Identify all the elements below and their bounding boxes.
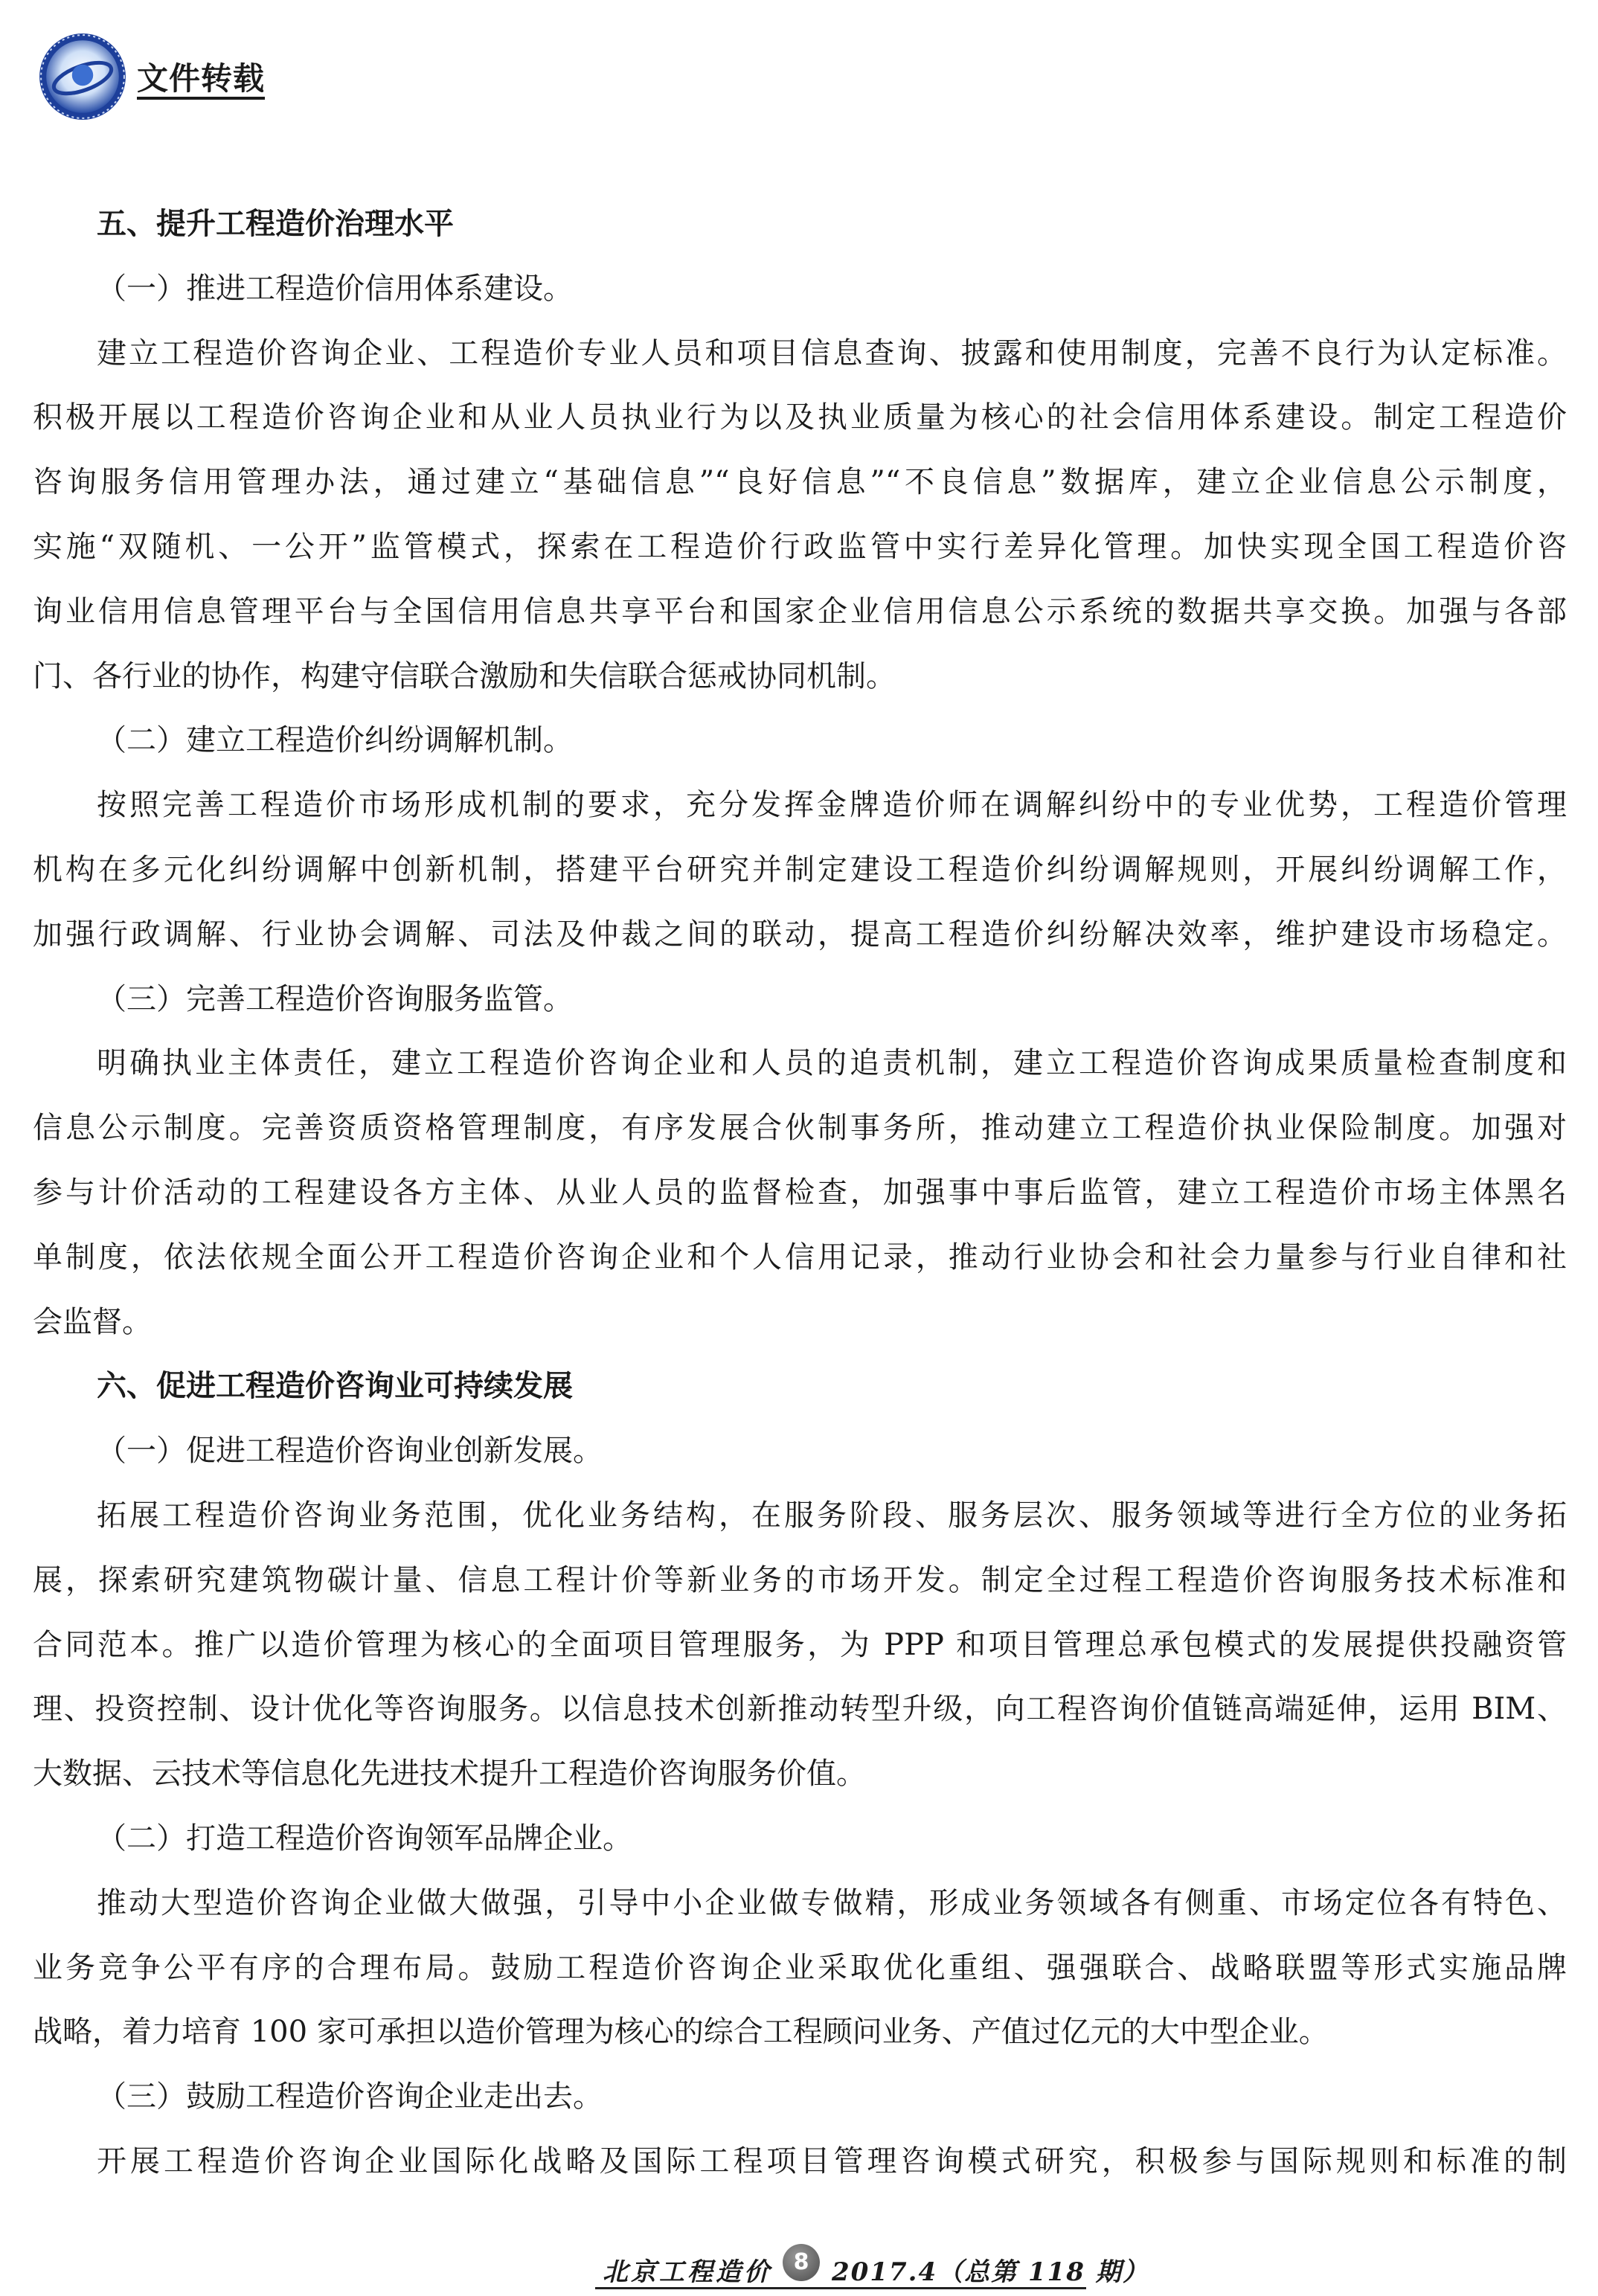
page-footer bbox=[0, 2244, 1598, 2289]
text-line: 积极开展以工程造价咨询企业和从业人员执业行为以及执业质量为核心的社会信用体系建设。制定工程造价 bbox=[33, 400, 1567, 435]
issue-info: 2017.4（总第 118 期） bbox=[832, 2257, 1149, 2287]
text-line: 明确执业主体责任，建立工程造价咨询企业和人员的追责机制，建立工程造价咨询成果质量检查制度和 bbox=[97, 1046, 1567, 1081]
text-line: 信息公示制度。完善资质资格管理制度，有序发展合伙制事务所，推动建立工程造价执业保险制度。加强对 bbox=[33, 1111, 1567, 1146]
text-line: 战略，着力培育 100 家可承担以造价管理为核心的综合工程顾问业务、产值过亿元的大中型企业。 bbox=[33, 2015, 1329, 2050]
text-line: 拓展工程造价咨询业务范围，优化业务结构，在服务阶段、服务层次、服务领域等进行全方位的业务拓 bbox=[97, 1498, 1567, 1533]
text-line: 会监督。 bbox=[33, 1304, 152, 1339]
section-heading: 六、促进工程造价咨询业可持续发展 bbox=[97, 1369, 573, 1404]
text-line: 推动大型造价咨询企业做大做强，引导中小企业做专做精，形成业务领域各有侧重、市场定位各有特色、 bbox=[97, 1885, 1567, 1920]
text-line: 参与计价活动的工程建设各方主体、从业人员的监督检查，加强事中事后监管，建立工程造价市场主体黑名 bbox=[33, 1175, 1567, 1210]
text-line: 询业信用信息管理平台与全国信用信息共享平台和国家企业信用信息公示系统的数据共享交换。加强与各部 bbox=[33, 594, 1567, 629]
page-number: 8 bbox=[783, 2244, 820, 2281]
text-line: （二）打造工程造价咨询领军品牌企业。 bbox=[97, 1821, 632, 1856]
text-line: 业务竞争公平有序的合理布局。鼓励工程造价咨询企业采取优化重组、强强联合、战略联盟等形式实施品牌 bbox=[33, 1950, 1567, 1985]
text-line: （三）鼓励工程造价咨询企业走出去。 bbox=[97, 2079, 603, 2114]
text-line: （一）推进工程造价信用体系建设。 bbox=[97, 271, 573, 306]
text-line: （一）促进工程造价咨询业创新发展。 bbox=[97, 1434, 603, 1469]
article-body bbox=[33, 192, 1567, 2194]
text-line: 咨询服务信用管理办法，通过建立“基础信息”“良好信息”“不良信息”数据库，建立企业信息公示制度， bbox=[33, 465, 1567, 500]
text-line: 大数据、云技术等信息化先进技术提升工程造价咨询服务价值。 bbox=[33, 1757, 866, 1792]
text-line: 展，探索研究建筑物碳计量、信息工程计价等新业务的市场开发。制定全过程工程造价咨询服务技术标准和 bbox=[33, 1562, 1567, 1597]
text-line: （二）建立工程造价纠纷调解机制。 bbox=[97, 723, 573, 758]
section-heading: 五、提升工程造价治理水平 bbox=[97, 207, 454, 241]
text-line: 理、投资控制、设计优化等咨询服务。以信息技术创新推动转型升级，向工程咨询价值链高端延伸，运用 BIM、 bbox=[33, 1692, 1567, 1727]
association-logo-icon bbox=[37, 31, 128, 122]
page-header bbox=[37, 28, 265, 125]
text-line: 开展工程造价咨询企业国际化战略及国际工程项目管理咨询模式研究，积极参与国际规则和标准的制 bbox=[97, 2143, 1567, 2178]
journal-name: 北京工程造价 bbox=[603, 2257, 772, 2287]
text-line: 建立工程造价咨询企业、工程造价专业人员和项目信息查询、披露和使用制度，完善不良行为认定标准。 bbox=[97, 336, 1567, 371]
text-line: 加强行政调解、行业协会调解、司法及仲裁之间的联动，提高工程造价纠纷解决效率，维护建设市场稳定。 bbox=[33, 917, 1567, 952]
text-line: 实施“双随机、一公开”监管模式，探索在工程造价行政监管中实行差异化管理。加快实现全国工程造价咨 bbox=[33, 529, 1567, 564]
text-line: 机构在多元化纠纷调解中创新机制，搭建平台研究并制定建设工程造价纠纷调解规则，开展纠纷调解工作， bbox=[33, 852, 1567, 887]
text-line: 按照完善工程造价市场形成机制的要求，充分发挥金牌造价师在调解纠纷中的专业优势，工程造价管理 bbox=[97, 788, 1567, 823]
text-line: 合同范本。推广以造价管理为核心的全面项目管理服务，为 PPP 和项目管理总承包模式的发展提供投融资管 bbox=[33, 1627, 1567, 1662]
footer-rule bbox=[595, 2287, 1086, 2289]
text-line: 单制度，依法依规全面公开工程造价咨询企业和个人信用记录，推动行业协会和社会力量参与行业自律和社 bbox=[33, 1240, 1567, 1274]
header-title: 文件转载 bbox=[137, 60, 266, 97]
text-line: （三）完善工程造价咨询服务监管。 bbox=[97, 981, 573, 1016]
text-line: 门、各行业的协作，构建守信联合激励和失信联合惩戒协同机制。 bbox=[33, 658, 896, 693]
